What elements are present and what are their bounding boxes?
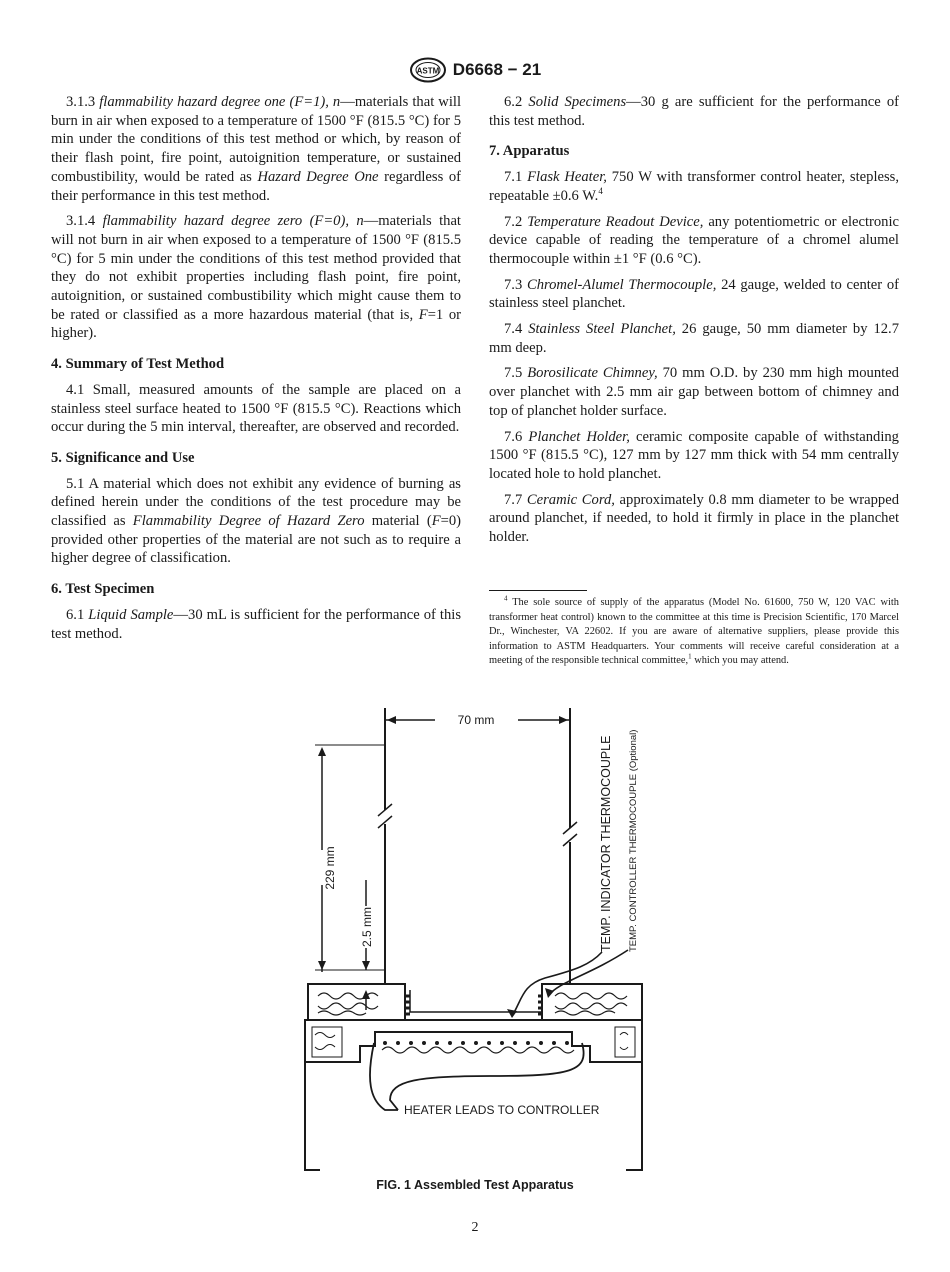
section-heading-7: 7. Apparatus bbox=[489, 143, 570, 160]
footnote-text: $^4$ The sole source of supply of the apparatus (Model No. 61600, 750 W, 120 VAC with transformer heat control) known to the committee at this time is Precision Scientific, 170 Marcel Dr., Winchester, VA 22602. If you are aware of alternative suppliers, please provide this information to ASTM Headquarters. Your comments will receive careful consideration at a meeting of the responsible technical committee,$^1$ which you may attend. bbox=[489, 594, 899, 667]
left-column bbox=[51, 93, 461, 650]
arrowhead bbox=[387, 716, 396, 724]
apparatus-item-7-5: 7.5 Borosilicate Chimney, 70 mm O.D. by 230 mm high mounted over planchet with 2.5 mm air gap between bottom of chimney and top of planchet holder surface. bbox=[489, 365, 899, 419]
arrowhead bbox=[318, 961, 326, 970]
figure-caption: FIG. 1 Assembled Test Apparatus bbox=[376, 1178, 574, 1192]
arrowhead bbox=[318, 747, 326, 756]
base-left bbox=[305, 1062, 320, 1170]
right-column bbox=[489, 93, 899, 554]
document-id: D6668 − 21 bbox=[452, 60, 542, 79]
heater-lead-2 bbox=[390, 1043, 584, 1110]
apparatus-item-7-4: 7.4 Stainless Steel Planchet, 26 gauge, 50 mm diameter by 12.7 mm deep. bbox=[489, 321, 899, 356]
lower-holder bbox=[305, 1020, 642, 1062]
apparatus-figure bbox=[290, 700, 660, 1175]
apparatus-item-7-2: 7.2 Temperature Readout Device, any potentiometric or electronic device capable of reading the temperature of a chromel alumel thermocouple within ±1 °F (0.6 °C). bbox=[489, 213, 900, 267]
apparatus-item-7-6: 7.6 Planchet Holder, ceramic composite capable of withstanding 1500 °F (815.5 °C), 127 mm by 127 mm thick with 54 mm centrally located hole to hold planchet. bbox=[489, 428, 899, 482]
planchet bbox=[410, 990, 542, 1012]
paragraph-5-1: 5.1 A material which does not exhibit any evidence of burning as defined herein under the conditions of the test procedure may be classified as Flammability Degree of Hazard Zero material (F=0) provided other properties of the material are not such as to require a higher degree of classification. bbox=[51, 475, 461, 567]
heater-lead-1 bbox=[370, 1043, 398, 1110]
apparatus-item-7-7: 7.7 Ceramic Cord, approximately 0.8 mm diameter to be wrapped around planchet, if needed, to hold it firmly in place in the planchet holder. bbox=[489, 491, 899, 546]
paragraph-3-1-4: 3.1.4 flammability hazard degree zero (F=0), n—materials that will not burn in air when exposed to a temperature of 1500 °F (815.5 °C) for 5 min under the conditions of this test method provided that they do not exhibit properties including flash point, fire point, autoignition, or sustained combustibility which might cause them to be rated or classified as a more hazardous material (that is, F=1 or higher). bbox=[51, 213, 461, 342]
paragraph-3-1-3: 3.1.3 flammability hazard degree one (F=1), n—materials that will burn in air when exposed to a temperature of 1500 °F (815.5 °C) for 5 min under the conditions of this test method or which, by reason of their flash point, fire point, autoignition temperature, or sustained combustibility, would be rated as Hazard Degree One regardless of their performance in this test method. bbox=[51, 94, 461, 204]
indicator-thermocouple-label: TEMP. INDICATOR THERMOCOUPLE bbox=[599, 735, 613, 952]
paragraph-6-2: 6.2 Solid Specimens—30 g are sufficient for the performance of this test method. bbox=[489, 94, 899, 129]
astm-logo bbox=[409, 57, 447, 83]
page-header bbox=[0, 56, 950, 84]
footnote bbox=[489, 590, 899, 669]
logo-text: ASTM bbox=[416, 66, 440, 76]
page-number: 2 bbox=[471, 1220, 479, 1235]
dimension-width-label: 70 mm bbox=[457, 713, 495, 727]
footnote-rule bbox=[489, 590, 587, 591]
arrowhead bbox=[545, 988, 554, 998]
heater-leads-label: HEATER LEADS TO CONTROLLER bbox=[404, 1103, 600, 1117]
dimension-height-label: 229 mm bbox=[323, 846, 337, 890]
base-right bbox=[626, 1062, 642, 1170]
section-heading-5: 5. Significance and Use bbox=[51, 449, 195, 466]
upper-holder-right bbox=[542, 984, 642, 1020]
section-heading-4: 4. Summary of Test Method bbox=[51, 356, 225, 373]
paragraph-6-1: 6.1 Liquid Sample—30 mL is sufficient for the performance of this test method. bbox=[51, 606, 462, 642]
dimension-gap-label: 2.5 mm bbox=[360, 906, 374, 948]
controller-thermocouple-label: TEMP. CONTROLLER THERMOCOUPLE (Optional) bbox=[628, 729, 639, 952]
section-heading-6: 6. Test Specimen bbox=[51, 581, 155, 598]
apparatus-item-7-1: 7.1 Flask Heater, 750 W with transformer control heater, stepless, repeatable ±0.6 W.$^4$ bbox=[489, 169, 899, 204]
apparatus-item-7-3: 7.3 Chromel-Alumel Thermocouple, 24 gauge, welded to center of stainless steel planchet. bbox=[489, 276, 899, 312]
paragraph-4-1: 4.1 Small, measured amounts of the sample are placed on a stainless steel surface heated to 1500 °F (815.5 °C). Reactions which occur during the 5 min interval, thereafter, are observed and recorded. bbox=[51, 381, 461, 436]
footnote-ref: 4 bbox=[598, 185, 603, 196]
arrowhead bbox=[559, 716, 568, 724]
arrowhead bbox=[362, 961, 370, 970]
